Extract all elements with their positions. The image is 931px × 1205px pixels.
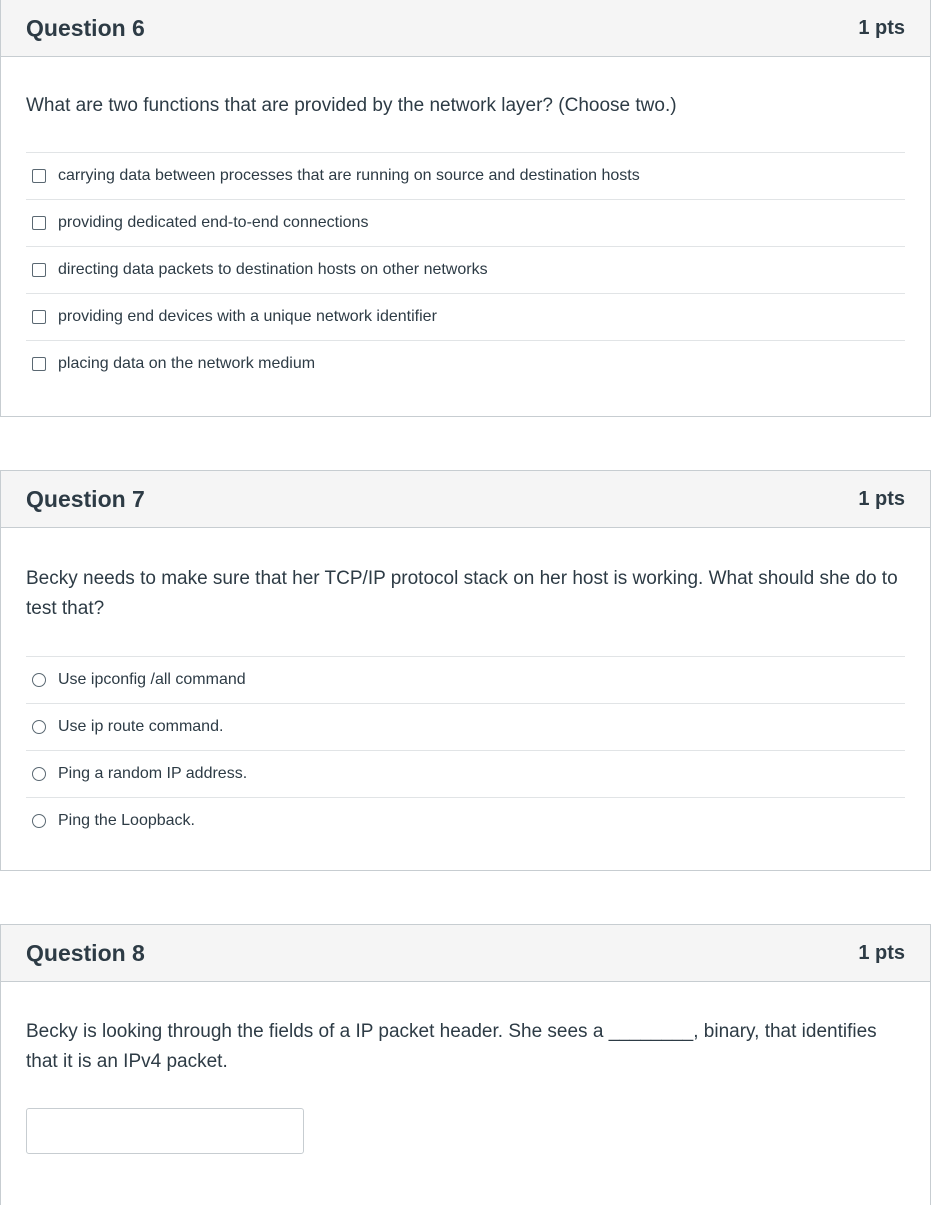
- answer-label: Use ipconfig /all command: [58, 671, 246, 688]
- question-title: Question 6: [26, 14, 145, 41]
- answer-option[interactable]: [26, 750, 905, 797]
- question-points: 1 pts: [858, 941, 905, 964]
- answer-option[interactable]: [26, 656, 905, 703]
- question-header: [1, 471, 930, 528]
- question-header: [1, 0, 930, 57]
- question-8: [0, 924, 931, 1205]
- answer-label: Use ip route command.: [58, 718, 224, 735]
- question-points: 1 pts: [858, 487, 905, 510]
- question-text: What are two functions that are provided by the network layer? (Choose two.): [26, 95, 677, 116]
- answer-list: [26, 152, 905, 387]
- question-title: Question 7: [26, 485, 145, 512]
- radio-button[interactable]: [32, 720, 46, 734]
- radio-button[interactable]: [32, 767, 46, 781]
- checkbox[interactable]: [32, 310, 46, 324]
- checkbox[interactable]: [32, 357, 46, 371]
- answer-list: [26, 656, 905, 844]
- checkbox[interactable]: [32, 169, 46, 183]
- answer-label: providing dedicated end-to-end connections: [58, 214, 369, 231]
- answer-option[interactable]: [26, 152, 905, 199]
- question-points: 1 pts: [858, 16, 905, 39]
- answer-label: Ping the Loopback.: [58, 812, 195, 829]
- fill-in-blank: ________: [608, 1021, 694, 1042]
- answer-option[interactable]: [26, 340, 905, 387]
- answer-option[interactable]: [26, 293, 905, 340]
- answer-label: Ping a random IP address.: [58, 765, 248, 782]
- answer-label: placing data on the network medium: [58, 355, 316, 372]
- question-text-after: , binary, that identifies that it is an IPv4 packet.: [26, 1021, 877, 1072]
- answer-option[interactable]: [26, 199, 905, 246]
- checkbox[interactable]: [32, 263, 46, 277]
- question-header: [1, 925, 930, 982]
- question-title: Question 8: [26, 939, 145, 966]
- question-text: [26, 1017, 905, 1077]
- answer-label: carrying data between processes that are running on source and destination hosts: [58, 167, 640, 184]
- answer-option[interactable]: [26, 797, 905, 844]
- answer-option[interactable]: [26, 246, 905, 293]
- question-body: [1, 1017, 930, 1154]
- question-7: [0, 470, 931, 871]
- radio-button[interactable]: [32, 673, 46, 687]
- question-6: [0, 0, 931, 417]
- question-body: [1, 564, 930, 844]
- answer-label: directing data packets to destination hosts on other networks: [58, 261, 488, 278]
- radio-button[interactable]: [32, 814, 46, 828]
- question-text-before: Becky is looking through the fields of a IP packet header. She sees a: [26, 1021, 609, 1042]
- answer-option[interactable]: [26, 703, 905, 750]
- answer-text-input[interactable]: [26, 1108, 304, 1154]
- question-text: Becky needs to make sure that her TCP/IP protocol stack on her host is working. What should she do to test that?: [26, 568, 898, 619]
- answer-label: providing end devices with a unique network identifier: [58, 308, 437, 325]
- checkbox[interactable]: [32, 216, 46, 230]
- question-body: [1, 91, 930, 387]
